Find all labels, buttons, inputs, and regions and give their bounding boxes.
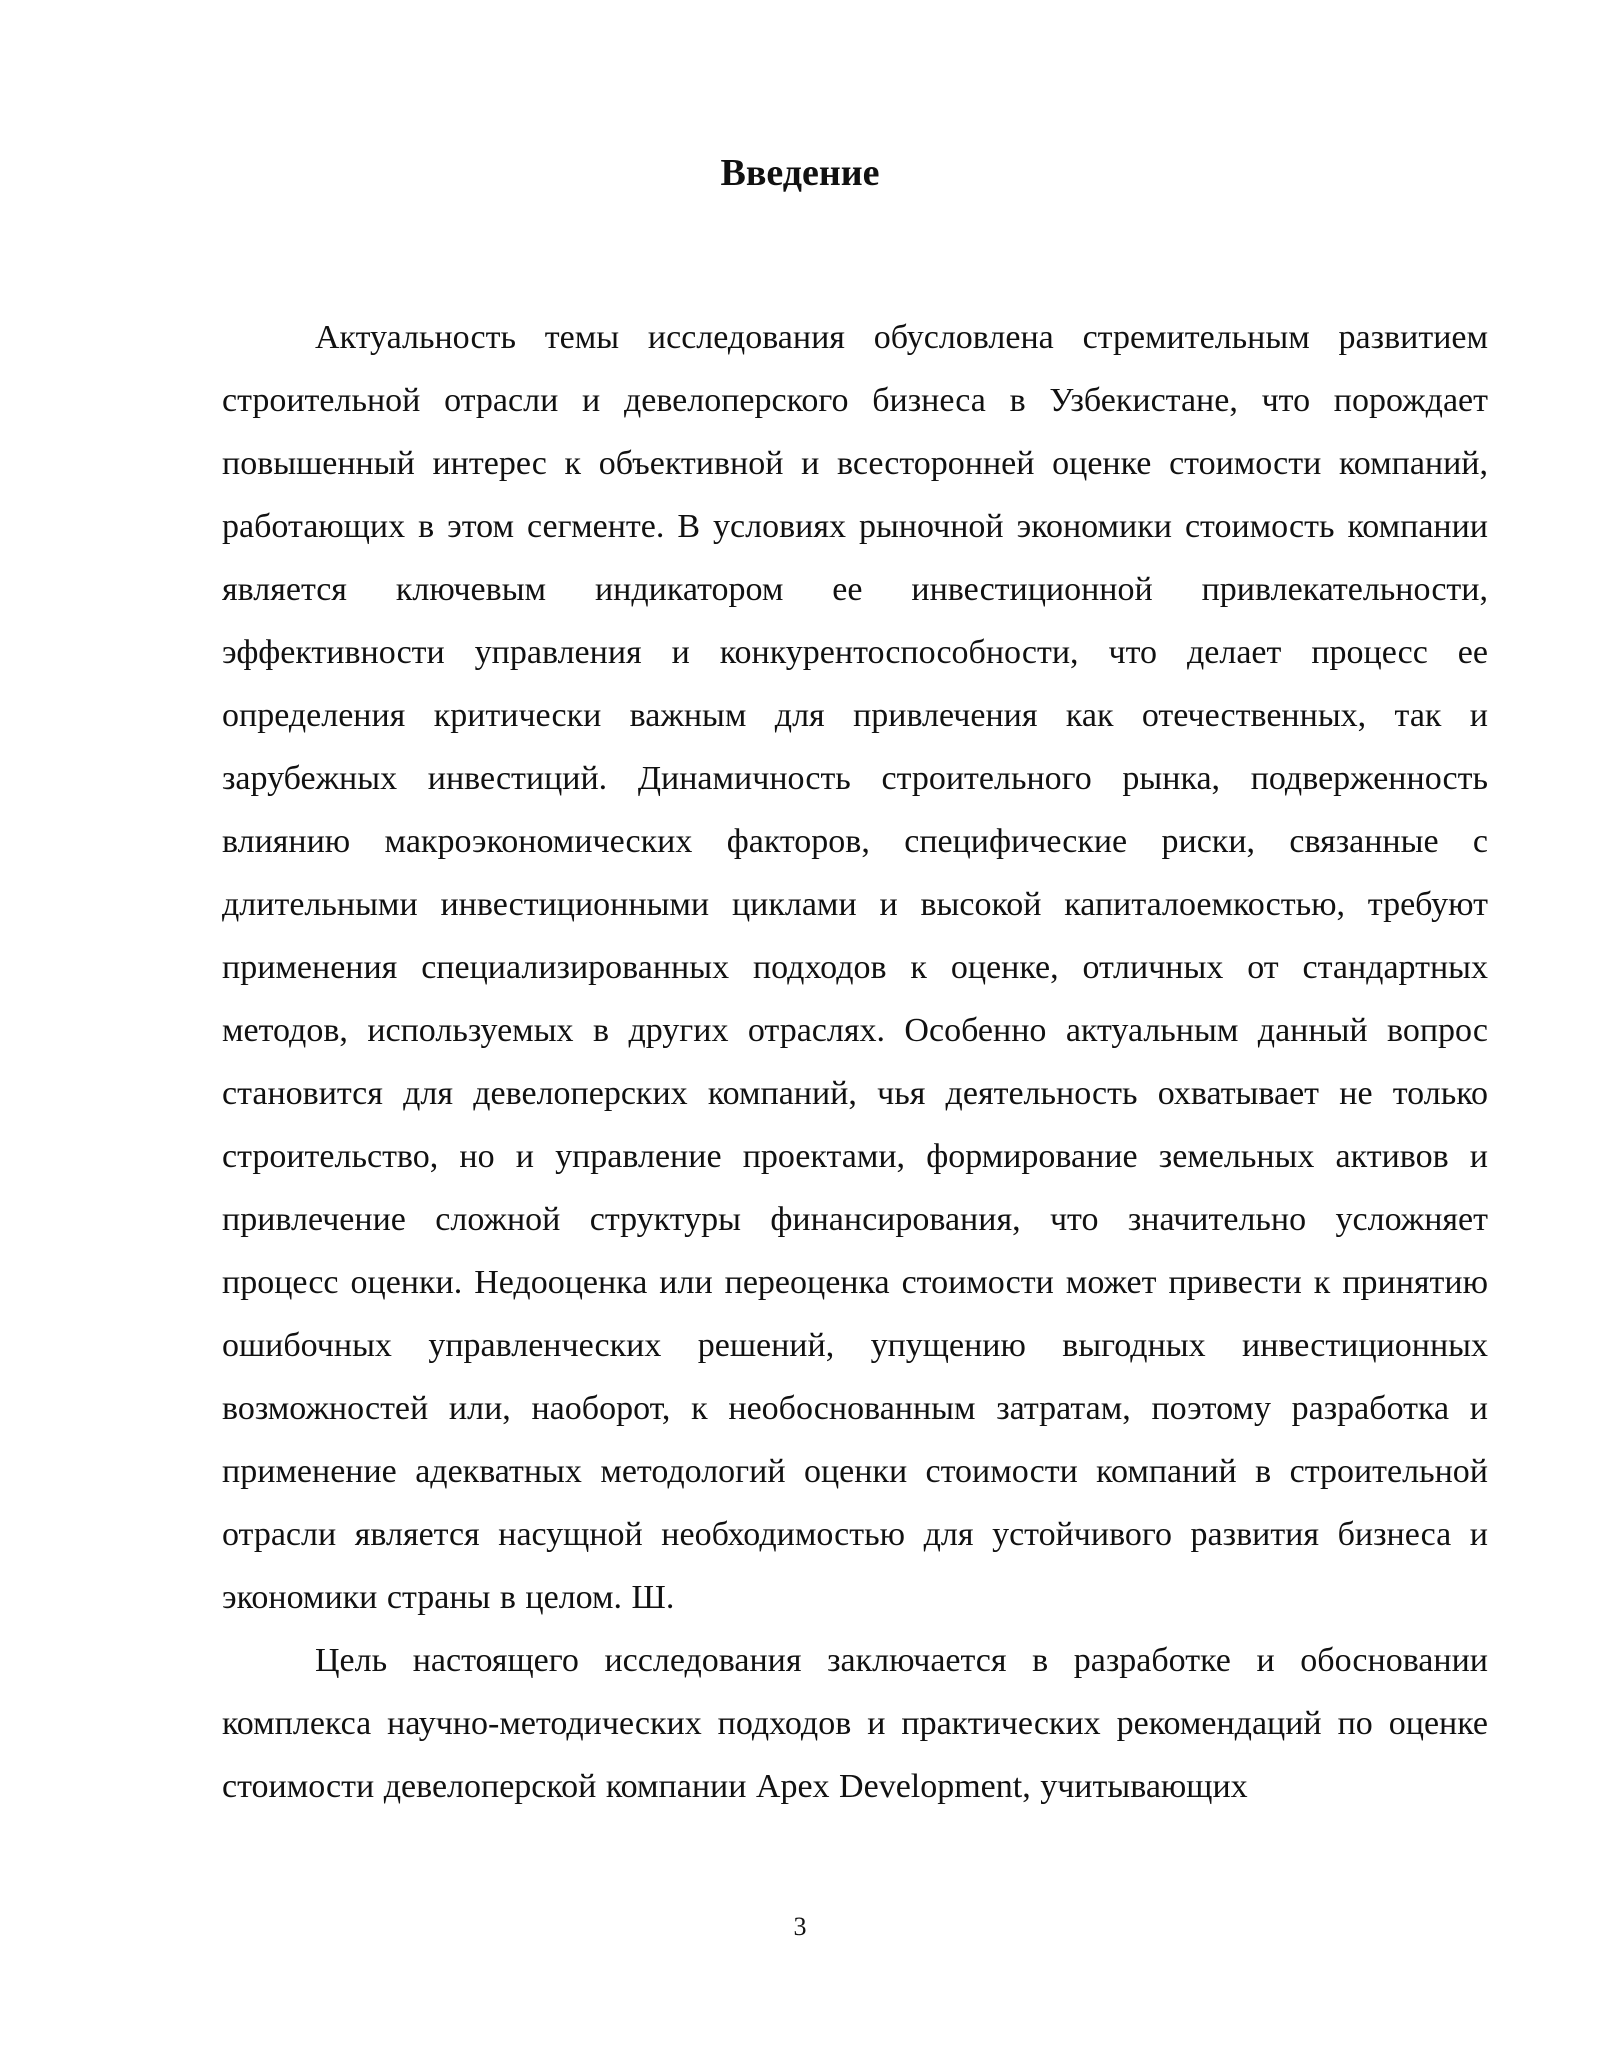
document-body <box>222 306 1488 1818</box>
paragraph-goal: Цель настоящего исследования заключается в разработке и обосновании комплекса научно-методических подходов и практических рекомендаций по оценке стоимости девелоперской компании Apex Development, учитывающих <box>222 1642 1488 1805</box>
page-title: Введение <box>720 152 880 194</box>
page-number: 3 <box>793 1912 807 1941</box>
paragraph-relevance: Актуальность темы исследования обусловлена стремительным развитием строительной отрасли и девелоперского бизнеса в Узбекистане, что порождает повышенный интерес к объективной и всесторонней оценке стоимости компаний, работающих в этом сегменте. В условиях рыночной экономики стоимость компании является ключевым индикатором ее инвестиционной привлекательности, эффективности управления и конкурентоспособности, что делает процесс ее определения критически важным для привлечения как отечественных, так и зарубежных инвестиций. Динамичность строительного рынка, подверженность влиянию макроэкономических факторов, специфические риски, связанные с длительными инвестиционными циклами и высокой капиталоемкостью, требуют применения специализированных подходов к оценке, отличных от стандартных методов, используемых в других отраслях. Особенно актуальным данный вопрос становится для девелоперских компаний, чья деятельность охватывает не только строительство, но и управление проектами, формирование земельных активов и привлечение сложной структуры финансирования, что значительно усложняет процесс оценки. Недооценка или переоценка стоимости может привести к принятию ошибочных управленческих решений, упущению выгодных инвестиционных возможностей или, наоборот, к необоснованным затратам, поэтому разработка и применение адекватных методологий оценки стоимости компаний в строительной отрасли является насущной необходимостью для устойчивого развития бизнеса и экономики страны в целом. Ш. <box>222 319 1488 1616</box>
